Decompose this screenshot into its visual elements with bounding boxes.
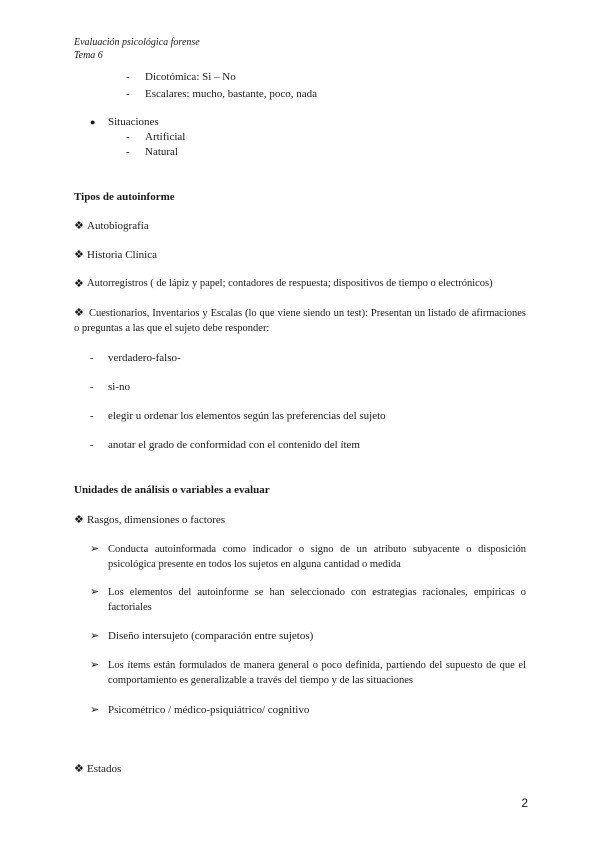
dash-marker: - xyxy=(90,352,94,364)
section-heading-tipos: Tipos de autoinforme xyxy=(74,191,175,203)
section-heading-unidades: Unidades de análisis o variables a evaluar xyxy=(74,484,270,496)
list-item: si-no xyxy=(108,381,130,393)
dash-marker: - xyxy=(126,146,130,158)
list-item: Autorregistros ( de lápiz y papel; contadores de respuesta; dispositivos de tiempo o electrónicos) xyxy=(87,278,493,289)
arrow-icon: ➢ xyxy=(90,630,100,642)
list-item: Cuestionarios, Inventarios y Escalas (lo que viene siendo un test): Presentan un listado de afirmaciones o preguntas a las que el sujeto debe responder: xyxy=(74,308,526,334)
list-item: elegir u ordenar los elementos según las preferencias del sujeto xyxy=(108,410,386,422)
diamond-icon: ❖ xyxy=(74,514,84,526)
dash-marker: - xyxy=(126,131,130,143)
bullet-icon: ● xyxy=(90,117,96,127)
list-item: Artificial xyxy=(145,131,186,143)
diamond-icon: ❖ xyxy=(74,307,84,319)
list-item: Dicotómica: Si – No xyxy=(145,71,236,83)
arrow-icon: ➢ xyxy=(90,543,100,555)
dash-marker: - xyxy=(90,381,94,393)
list-item: Natural xyxy=(145,146,178,158)
arrow-icon: ➢ xyxy=(90,659,100,671)
dash-marker: - xyxy=(90,439,94,451)
list-item: Escalares: mucho, bastante, poco, nada xyxy=(145,88,317,100)
list-item: Los ítems están formulados de manera general o poco definida, partiendo del supuesto de que el comportamiento es generalizable a través del tiempo y de las situaciones xyxy=(108,660,526,686)
arrow-icon: ➢ xyxy=(90,704,100,716)
header-subtitle: Tema 6 xyxy=(74,50,103,61)
dash-marker: - xyxy=(126,71,130,83)
rasgos-label: Rasgos, dimensiones o factores xyxy=(87,514,226,526)
estados-label: Estados xyxy=(87,763,122,775)
list-item: Diseño intersujeto (comparación entre sujetos) xyxy=(108,630,314,642)
list-item: Historia Clínica xyxy=(87,249,157,261)
list-item: verdadero-falso- xyxy=(108,352,181,364)
list-item: Los elementos del autoinforme se han seleccionado con estrategias racionales, empíricas o factoriales xyxy=(108,587,526,613)
header-title: Evaluación psicológica forense xyxy=(74,37,200,48)
diamond-icon: ❖ xyxy=(74,220,84,232)
page-number: 2 xyxy=(521,796,528,810)
diamond-icon: ❖ xyxy=(74,278,84,290)
diamond-icon: ❖ xyxy=(74,249,84,261)
arrow-icon: ➢ xyxy=(90,586,100,598)
list-item: anotar el grado de conformidad con el contenido del ítem xyxy=(108,439,360,451)
dash-marker: - xyxy=(126,88,130,100)
list-item: Psicométrico / médico-psiquiátrico/ cognitivo xyxy=(108,704,310,716)
list-item: Conducta autoinformada como indicador o signo de un atributo subyacente o disposición psicológica presente en todos los sujetos en alguna cantidad o medida xyxy=(108,544,526,570)
diamond-icon: ❖ xyxy=(74,763,84,775)
list-item: Autobiografía xyxy=(87,220,149,232)
situaciones-label: Situaciones xyxy=(108,116,159,128)
dash-marker: - xyxy=(90,410,94,422)
